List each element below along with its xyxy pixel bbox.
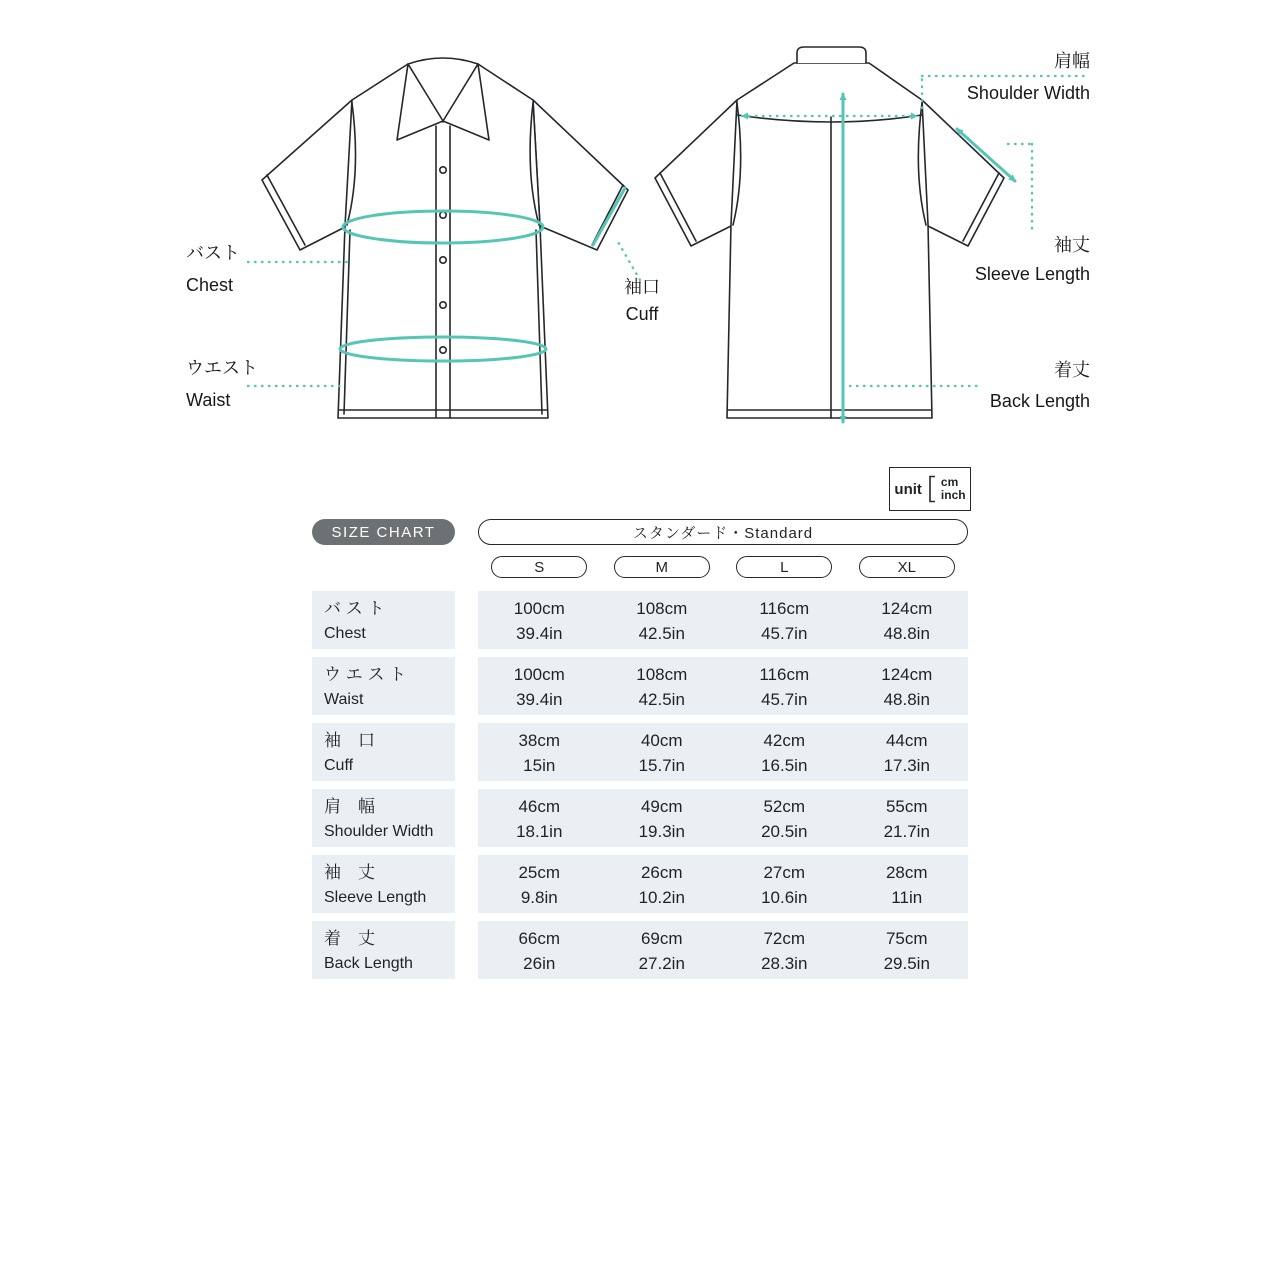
size-table-rows xyxy=(312,591,968,987)
measurement-cell: 25cm 9.8in xyxy=(518,863,561,907)
table-row xyxy=(312,591,968,649)
size-pills xyxy=(478,556,968,578)
unit-cm: cm xyxy=(940,475,959,489)
unit-box xyxy=(889,467,971,511)
back-length-annotation xyxy=(990,360,1090,411)
shoulder-width-label-en: Shoulder Width xyxy=(966,83,1090,103)
table-row xyxy=(312,855,968,913)
row-label: 着 丈 Back Length xyxy=(312,921,455,979)
size-pill-s: S xyxy=(491,556,587,578)
size-chart-title xyxy=(312,519,455,545)
size-pill-m: M xyxy=(614,556,710,578)
chest-label-jp: バスト xyxy=(186,243,240,263)
measurement-cell: 28cm 11in xyxy=(885,863,928,907)
measurement-cell: 49cm 19.3in xyxy=(638,797,685,841)
sleeve-length-annotation xyxy=(975,235,1090,284)
waist-label-jp: ウエスト xyxy=(186,358,258,378)
measurement-cell: 124cm 48.8in xyxy=(881,665,933,709)
row-values xyxy=(478,789,968,847)
waist-annotation xyxy=(186,358,258,410)
row-label: 肩 幅 Shoulder Width xyxy=(312,789,455,847)
measurement-cell: 26cm 10.2in xyxy=(638,863,685,907)
waist-label-en: Waist xyxy=(186,390,231,410)
row-label: ウ エ ス ト Waist xyxy=(312,657,455,715)
unit-label: unit xyxy=(894,480,922,498)
measurement-cell: 72cm 28.3in xyxy=(761,929,808,973)
measurement-cell: 44cm 17.3in xyxy=(883,731,930,775)
measurement-cell: 108cm 42.5in xyxy=(636,665,688,709)
measurement-cell: 52cm 20.5in xyxy=(761,797,808,841)
row-label: 袖 口 Cuff xyxy=(312,723,455,781)
table-row xyxy=(312,657,968,715)
row-values xyxy=(478,921,968,979)
row-values xyxy=(478,723,968,781)
unit-bracket-icon xyxy=(927,474,936,504)
fit-header-text: スタンダード・Standard xyxy=(632,524,814,542)
measurement-cell: 100cm 39.4in xyxy=(513,599,565,643)
measurement-cell: 38cm 15in xyxy=(518,731,561,775)
measurement-cell: 40cm 15.7in xyxy=(638,731,685,775)
cuff-label-en: Cuff xyxy=(625,304,659,324)
cuff-label-jp: 袖口 xyxy=(624,277,660,297)
measurement-cell: 42cm 16.5in xyxy=(761,731,808,775)
measurement-cell: 116cm 45.7in xyxy=(759,665,810,709)
size-pill-xl: XL xyxy=(859,556,955,578)
table-row xyxy=(312,789,968,847)
row-values xyxy=(478,591,968,649)
measurement-cell: 108cm 42.5in xyxy=(636,599,688,643)
unit-values xyxy=(941,476,966,502)
shoulder-width-label-jp: 肩幅 xyxy=(1054,51,1090,71)
row-label: 袖 丈 Sleeve Length xyxy=(312,855,455,913)
sleeve-length-label-jp: 袖丈 xyxy=(1054,235,1090,255)
measurement-cell: 75cm 29.5in xyxy=(883,929,930,973)
measurement-cell: 55cm 21.7in xyxy=(883,797,930,841)
measurement-cell: 124cm 48.8in xyxy=(881,599,933,643)
measurement-cell: 27cm 10.6in xyxy=(761,863,808,907)
table-row xyxy=(312,921,968,979)
size-chart-title-text: SIZE CHART xyxy=(331,523,436,541)
table-row xyxy=(312,723,968,781)
size-pill-l: L xyxy=(736,556,832,578)
measurement-cell: 69cm 27.2in xyxy=(638,929,685,973)
back-length-label-en: Back Length xyxy=(989,391,1090,411)
row-label: バ ス ト Chest xyxy=(312,591,455,649)
back-length-label-jp: 着丈 xyxy=(1054,360,1090,380)
cuff-annotation xyxy=(597,277,687,324)
cuff-leader-line xyxy=(618,242,640,280)
fit-header xyxy=(478,519,968,545)
row-values xyxy=(478,855,968,913)
measurement-cell: 100cm 39.4in xyxy=(513,665,565,709)
measurement-cell: 66cm 26in xyxy=(518,929,561,973)
measurement-cell: 46cm 18.1in xyxy=(516,797,563,841)
row-values xyxy=(478,657,968,715)
shirt-front-outline xyxy=(262,58,628,418)
shoulder-width-annotation xyxy=(967,51,1090,103)
unit-inch: inch xyxy=(940,488,966,502)
chest-annotation xyxy=(186,243,240,295)
chest-label-en: Chest xyxy=(186,275,234,295)
sleeve-length-label-en: Sleeve Length xyxy=(974,264,1090,284)
shirt-back-outline xyxy=(655,47,1004,418)
measurement-cell: 116cm 45.7in xyxy=(759,599,810,643)
